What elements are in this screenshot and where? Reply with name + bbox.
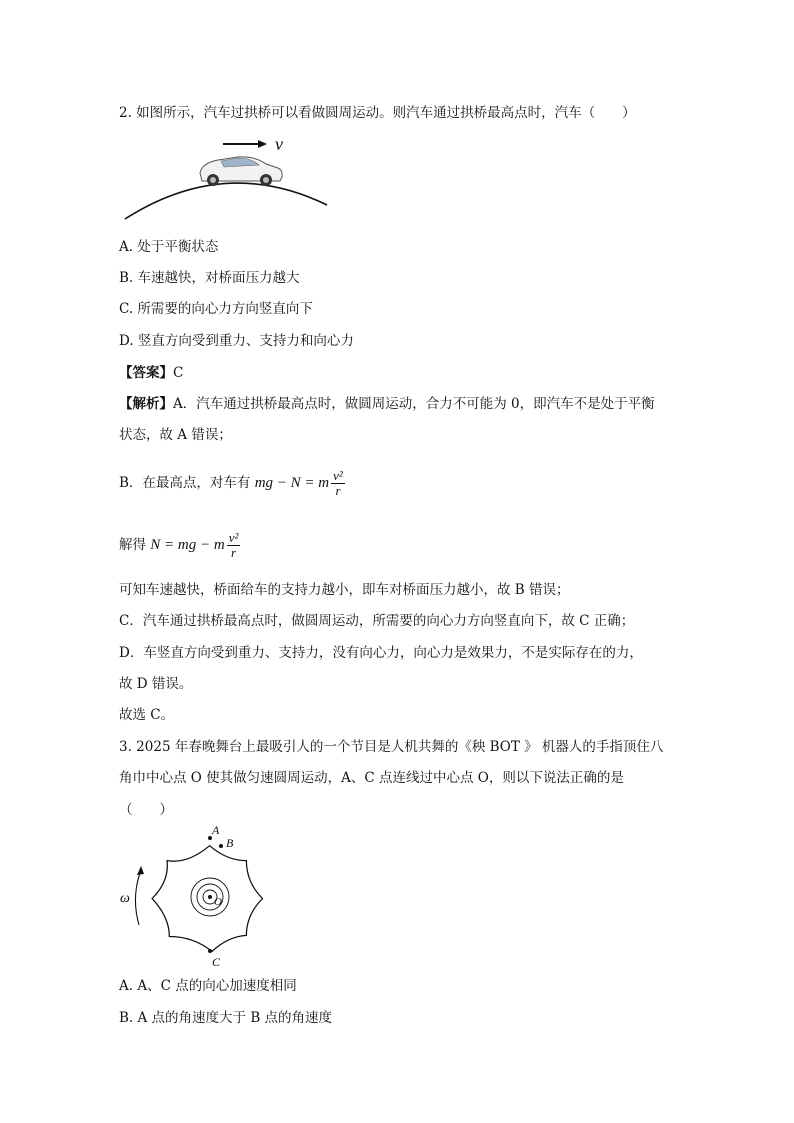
- fraction-2-num: v²: [228, 530, 239, 545]
- fraction-2: [227, 531, 241, 560]
- answer-value: C: [173, 365, 184, 381]
- q2-option-b: B. 车速越快，对桥面压力越大: [119, 270, 300, 286]
- equation-2: N = mg − m: [150, 537, 225, 553]
- car-icon: [200, 157, 282, 186]
- point-b-dot: [219, 844, 223, 848]
- q2-solve-eq: [119, 528, 242, 562]
- omega-label: ω: [120, 891, 130, 906]
- fraction-1-den: r: [335, 483, 341, 498]
- label-c: C: [212, 955, 221, 969]
- octagon-scarf-figure: [115, 820, 275, 970]
- q2-answer: [119, 363, 183, 383]
- q3-option-a: A. A、C 点的向心加速度相同: [119, 978, 297, 994]
- velocity-arrow-head: [258, 140, 267, 148]
- analysis-a-text: A．汽车通过拱桥最高点时，做圆周运动，合力不可能为 0，即汽车不是处于平衡: [173, 396, 655, 412]
- q2-analysis-b-conclusion: 可知车速越快，桥面给车的支持力越小，即车对桥面压力越小，故 B 错误；: [119, 582, 570, 598]
- q2-option-d: D. 竖直方向受到重力、支持力和向心力: [119, 333, 354, 349]
- point-c-dot: [208, 949, 212, 953]
- fraction-1: [331, 469, 345, 498]
- q2-stem: 2. 如图所示，汽车过拱桥可以看做圆周运动。则汽车通过拱桥最高点时，汽车（ ）: [119, 105, 636, 121]
- q3-stem-2: 角巾中心点 O 使其做匀速圆周运动，A、C 点连线过中心点 O，则以下说法正确的是: [119, 770, 624, 786]
- q3-stem-1: 3. 2025 年春晚舞台上最吸引人的一个节目是人机共舞的《秧 BOT 》 机器人的手指顶住八: [119, 739, 664, 755]
- q3-option-b: B. A 点的角速度大于 B 点的角速度: [119, 1010, 333, 1026]
- q2-analysis-d-2: 故 D 错误。: [119, 676, 193, 692]
- fraction-1-num: v²: [333, 468, 343, 483]
- answer-tag: 【答案】: [119, 365, 173, 381]
- rotation-arrow: [135, 870, 141, 925]
- label-b: B: [226, 836, 234, 850]
- analysis-tag: 【解析】: [119, 396, 173, 412]
- label-a: A: [212, 823, 220, 837]
- q2-analysis-a-2: 状态，故 A 错误；: [119, 427, 232, 443]
- q2-option-a: A. 处于平衡状态: [119, 239, 219, 255]
- fraction-2-den: r: [231, 545, 237, 560]
- scarf-outline: [152, 846, 262, 952]
- q2-analysis-c: C．汽车通过拱桥最高点时，做圆周运动，所需要的向心力方向竖直向下，故 C 正确；: [119, 613, 635, 629]
- solve-prefix: 解得: [119, 537, 146, 553]
- q2-analysis-a-1: [119, 394, 655, 414]
- equation-1: mg − N = m: [254, 475, 330, 491]
- rotation-arrow-head: [137, 866, 144, 875]
- q3-stem-3: （ ）: [119, 802, 173, 818]
- bridge-arc: [125, 183, 327, 219]
- q2-option-c: C. 所需要的向心力方向竖直向下: [119, 301, 313, 317]
- center-dot: [208, 895, 212, 899]
- q2-final: 故选 C。: [119, 707, 175, 723]
- q2-analysis-d-1: D．车竖直方向受到重力、支持力，没有向心力，向心力是效果力，不是实际存在的力，: [119, 645, 643, 661]
- car-bridge-figure: [120, 130, 335, 225]
- q2-analysis-b-eq: [119, 466, 347, 500]
- label-o: O: [214, 896, 222, 908]
- analysis-b-prefix: B．在最高点，对车有: [119, 475, 251, 491]
- velocity-label: v: [275, 134, 283, 154]
